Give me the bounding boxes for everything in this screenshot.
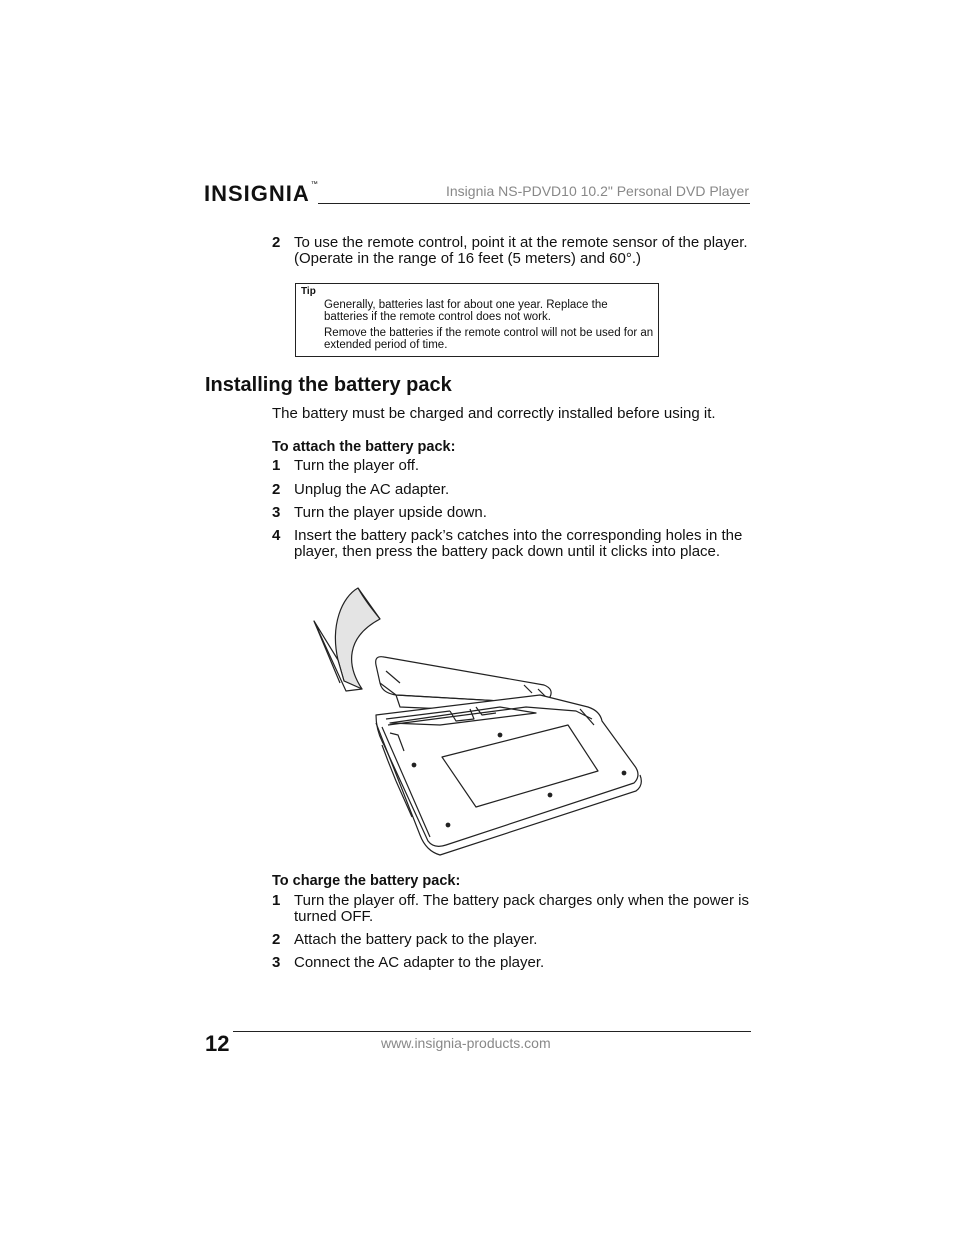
- charge-heading: To charge the battery pack:: [272, 873, 461, 889]
- step-number: 2: [272, 234, 281, 251]
- header-title: Insignia NS-PDVD10 10.2" Personal DVD Player: [446, 183, 749, 199]
- attach-step: [272, 505, 752, 523]
- attach-step: [272, 482, 752, 500]
- step-number: 1: [272, 892, 281, 909]
- step-text: Turn the player upside down.: [294, 504, 487, 521]
- battery-installation-illustration: [300, 585, 645, 860]
- logo-text: INSIGNIA: [204, 181, 310, 206]
- rotation-arrow-icon: [314, 588, 380, 691]
- brand-logo: [204, 181, 319, 207]
- step-number: 2: [272, 931, 281, 948]
- attach-heading: To attach the battery pack:: [272, 439, 456, 455]
- dvd-player-body: [376, 695, 641, 855]
- page-number: 12: [205, 1031, 230, 1056]
- step-text: Attach the battery pack to the player.: [294, 931, 538, 948]
- step-text: Turn the player off.: [294, 457, 420, 474]
- step-text: Connect the AC adapter to the player.: [294, 954, 545, 971]
- logo-trademark: ™: [310, 181, 319, 188]
- section-heading: Installing the battery pack: [205, 374, 452, 396]
- tip-label: Tip: [301, 286, 316, 297]
- attach-step: [272, 528, 752, 578]
- remote-step: [272, 235, 752, 269]
- tip-line: Generally, batteries last for about one year. Replace the batteries if the remote control does not work.: [324, 299, 608, 323]
- step-text: Insert the battery pack’s catches into the corresponding holes in the player, then press the battery pack down until it clicks into place.: [294, 527, 743, 560]
- step-number: 3: [272, 504, 281, 521]
- charge-step: [272, 932, 752, 950]
- step-text: To use the remote control, point it at the remote sensor of the player. (Operate in the range of 16 feet (5 meters) and 60°.): [294, 234, 748, 267]
- header-rule: [318, 203, 750, 204]
- charge-step: [272, 955, 752, 973]
- attach-step: [272, 458, 752, 476]
- step-text: Unplug the AC adapter.: [294, 481, 450, 498]
- tip-box: [295, 283, 659, 357]
- step-number: 1: [272, 457, 281, 474]
- tip-line: Remove the batteries if the remote control will not be used for an extended period of time.: [324, 327, 654, 351]
- charge-step: [272, 893, 752, 927]
- step-number: 2: [272, 481, 281, 498]
- step-number: 4: [272, 527, 281, 544]
- step-number: 3: [272, 954, 281, 971]
- footer-url: www.insignia-products.com: [381, 1035, 551, 1051]
- footer-rule: [233, 1031, 751, 1032]
- step-text: Turn the player off. The battery pack charges only when the power is turned OFF.: [294, 892, 749, 925]
- section-intro: The battery must be charged and correctly installed before using it.: [272, 405, 716, 422]
